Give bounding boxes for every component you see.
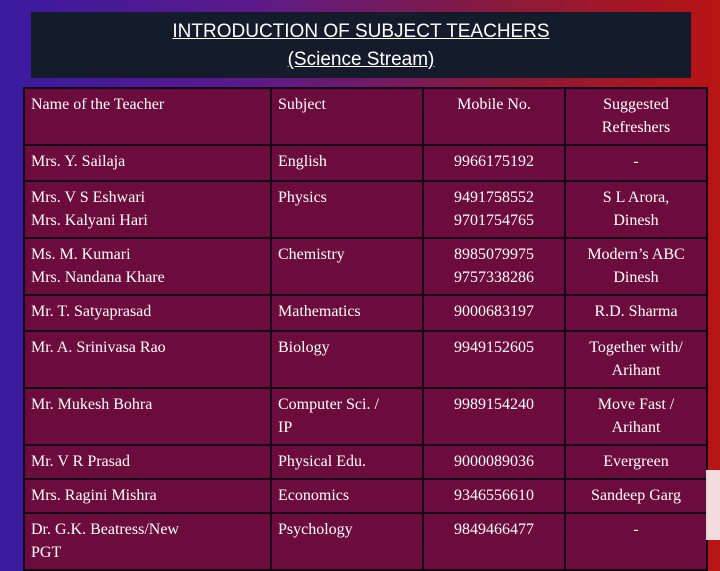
teacher-name-cell: Mr. V R Prasad — [24, 445, 271, 479]
refresher-cell: Move Fast / Arihant — [565, 388, 707, 445]
refresher-cell: Sandeep Garg — [565, 479, 707, 513]
teacher-name-cell: Dr. G.K. Beatress/New PGT — [24, 513, 271, 570]
column-header: Name of the Teacher — [24, 88, 271, 145]
decorative-stripe — [706, 470, 720, 540]
mobile-cell: 9000683197 — [423, 295, 565, 331]
table-header-row — [24, 88, 707, 145]
column-header: Suggested Refreshers — [565, 88, 707, 145]
mobile-cell: 9949152605 — [423, 331, 565, 388]
subject-cell: English — [271, 145, 423, 181]
subject-cell: Physics — [271, 181, 423, 238]
mobile-cell: 9491758552 9701754765 — [423, 181, 565, 238]
refresher-cell: Modern’s ABC Dinesh — [565, 238, 707, 295]
refresher-cell: - — [565, 513, 707, 570]
subject-cell: Psychology — [271, 513, 423, 570]
subject-cell: Computer Sci. / IP — [271, 388, 423, 445]
refresher-cell: R.D. Sharma — [565, 295, 707, 331]
subject-cell: Biology — [271, 331, 423, 388]
table-row — [24, 331, 707, 388]
subject-cell: Chemistry — [271, 238, 423, 295]
title-banner — [31, 12, 691, 78]
mobile-cell: 9346556610 — [423, 479, 565, 513]
teacher-name-cell: Mr. A. Srinivasa Rao — [24, 331, 271, 388]
teacher-name-cell: Ms. M. Kumari Mrs. Nandana Khare — [24, 238, 271, 295]
column-header: Subject — [271, 88, 423, 145]
teacher-name-cell: Mrs. Ragini Mishra — [24, 479, 271, 513]
teacher-name-cell: Mrs. Y. Sailaja — [24, 145, 271, 181]
table-row — [24, 181, 707, 238]
subject-cell: Mathematics — [271, 295, 423, 331]
subject-cell: Physical Edu. — [271, 445, 423, 479]
mobile-cell: 9966175192 — [423, 145, 565, 181]
table-row — [24, 145, 707, 181]
refresher-cell: S L Arora, Dinesh — [565, 181, 707, 238]
table-row — [24, 238, 707, 295]
subject-cell: Economics — [271, 479, 423, 513]
mobile-cell: 8985079975 9757338286 — [423, 238, 565, 295]
mobile-cell: 9849466477 — [423, 513, 565, 570]
page-subtitle: (Science Stream) — [287, 49, 435, 70]
table-row — [24, 388, 707, 445]
teacher-name-cell: Mr. Mukesh Bohra — [24, 388, 271, 445]
page-title: INTRODUCTION OF SUBJECT TEACHERS — [172, 21, 550, 42]
refresher-cell: Together with/ Arihant — [565, 331, 707, 388]
refresher-cell: - — [565, 145, 707, 181]
mobile-cell: 9000089036 — [423, 445, 565, 479]
refresher-cell: Evergreen — [565, 445, 707, 479]
table-row — [24, 479, 707, 513]
table-row — [24, 445, 707, 479]
teacher-name-cell: Mrs. V S Eshwari Mrs. Kalyani Hari — [24, 181, 271, 238]
mobile-cell: 9989154240 — [423, 388, 565, 445]
table-row — [24, 513, 707, 570]
column-header: Mobile No. — [423, 88, 565, 145]
teacher-name-cell: Mr. T. Satyaprasad — [24, 295, 271, 331]
table-row — [24, 295, 707, 331]
teachers-table — [23, 87, 708, 571]
